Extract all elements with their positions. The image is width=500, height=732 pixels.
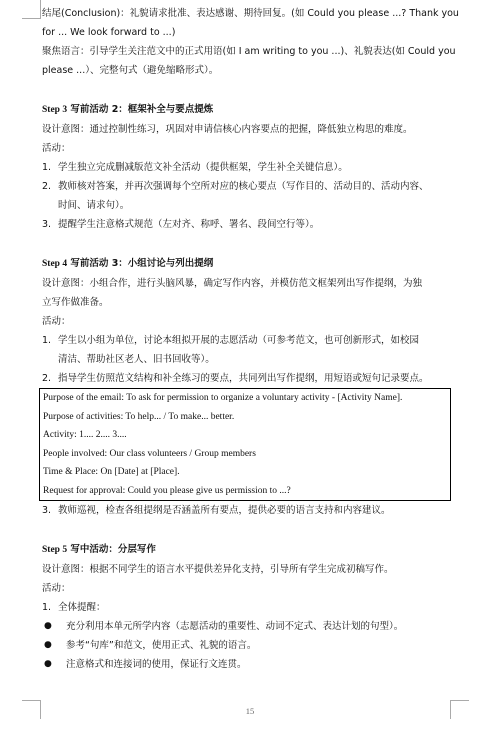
list-number: 1. [42,335,52,346]
step3-item-2 [42,177,462,215]
step4-item-2 [42,369,462,388]
step4-heading [42,254,462,274]
step5-bullet-1 [42,617,462,636]
list-text: 教师巡视，检查各组提纲是否涵盖所有要点，提供必要的语言支持和内容建议。 [58,505,391,516]
outline-line: Purpose of activities: To help... / To make... better. [43,411,235,422]
bullet-icon: ● [44,640,52,650]
list-number: 1. [42,602,52,613]
step3-label: Step 3 [42,105,68,115]
list-text: 教师核对答案，并再次强调每个空所对应的核心要点（写作目的、活动目的、活动内容、 [58,181,429,192]
crop-mark-top-left [22,0,41,19]
step4-title: 写前活动 3：小组讨论与列出提纲 [70,258,214,269]
conclusion-line-2: for ... We look forward to ...) [42,27,176,38]
outline-line: People involved: Our class volunteers / Group members [43,448,256,459]
bullet-text: 注意格式和连接词的使用，保证行文连贯。 [66,659,247,670]
step5-label: Step 5 [42,545,68,555]
bullet-icon: ● [44,621,52,631]
step5-intent: 设计意图：根据不同学生的语言水平提供差异化支持，引导所有学生完成初稿写作。 [42,564,394,575]
list-text-continued: 时间、请求句）。 [58,200,130,211]
page-content [42,4,462,674]
step3-item-3 [42,215,462,234]
step5-heading [42,540,462,560]
step4-intent-line-2: 立写作做准备。 [42,297,109,308]
list-number: 1. [42,162,52,173]
step4-activity-label: 活动： [42,316,71,327]
list-text: 提醒学生注意格式规范（左对齐、称呼、署名、段间空行等）。 [58,219,320,230]
outline-line: Time & Place: On [Date] at [Place]. [43,467,180,477]
list-text: 学生独立完成删减版范文补全活动（提供框架，学生补全关键信息）。 [58,162,348,173]
list-number: 3. [42,505,52,516]
step3-activity-label: 活动： [42,143,71,154]
outline-box [39,388,451,501]
outline-line: Request for approval: Could you please give us permission to ...? [43,485,291,496]
outline-line: Activity: 1.... 2.... 3.... [43,430,127,440]
outline-line: Purpose of the email: To ask for permission to organize a voluntary activity - [Activity Name]. [43,393,403,403]
step3-item-1 [42,158,462,177]
conclusion-line-1: 结尾(Conclusion)：礼貌请求批准、表达感谢、期待回复。(如 Could you please ...? Thank you [42,8,459,19]
list-number: 2. [42,181,52,192]
bullet-text: 参考“句库”和范文，使用正式、礼貌的语言。 [66,640,257,651]
step4-intent-line-1: 设计意图：小组合作，进行头脑风暴，确定写作内容，并模仿范文框架列出写作提纲，为独 [42,278,423,289]
step3-title: 写前活动 2：框架补全与要点提炼 [70,104,214,115]
list-text: 全体提醒： [58,602,106,613]
step4-label: Step 4 [42,259,68,269]
step5-bullet-3 [42,655,462,674]
list-number: 2. [42,373,52,384]
bullet-text: 充分利用本单元所学内容（志愿活动的重要性、动词不定式、表达计划的句型）。 [66,621,404,632]
focus-language-line-2: please ...）、完整句式（避免缩略形式）。 [42,65,219,76]
step5-activity-label: 活动： [42,583,71,594]
step3-heading [42,100,462,120]
list-text: 学生以小组为单位，讨论本组拟开展的志愿活动（可参考范文，也可创新形式，如校园 [58,335,420,346]
step4-item-1 [42,331,462,369]
step4-item-3 [42,501,462,520]
focus-language-line-1: 聚焦语言：引导学生关注范文中的正式用语(如 I am writing to you ...)、礼貌表达(如 Could you [42,46,456,57]
bullet-icon: ● [44,659,52,669]
step5-item-1 [42,598,462,617]
step3-intent: 设计意图：通过控制性练习，巩固对申请信核心内容要点的把握，降低独立构思的难度。 [42,124,413,135]
step5-title: 写中活动：分层写作 [70,544,156,555]
list-text: 指导学生仿照范文结构和补全练习的要点，共同列出写作提纲，用短语或短句记录要点。 [58,373,429,384]
list-text-continued: 清洁、帮助社区老人、旧书回收等）。 [58,354,215,365]
step5-bullet-2 [42,636,462,655]
page-number: 15 [245,706,255,716]
list-number: 3. [42,219,52,230]
